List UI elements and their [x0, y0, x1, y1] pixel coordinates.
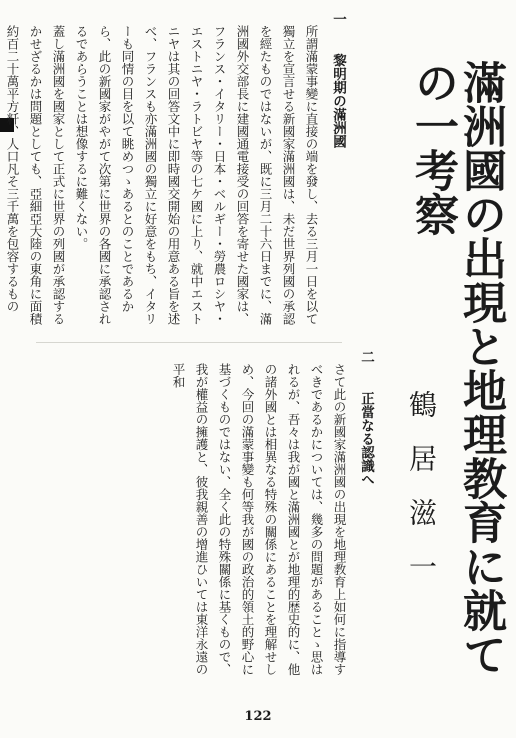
- section-1-number: 一: [330, 12, 346, 26]
- column-divider: [36, 342, 342, 343]
- section-1-paragraph-1: 所謂滿蒙事變に直接の端を發し、去る三月一日を以て獨立を宣言せる新國家滿洲國は、未だ世界列國の承認を經たものではないが、既に三月二十六日までに、滿洲國外交部長に建國通電接受の回答を寄せた國家は、フランス・イタリー・日本・ベルギー・勞農ロシヤ・エストニヤ・ラトビヤ等の七ケ國に上り、就中エストニヤは其の回答文中に即時國交開始の用意ある旨を述べ、フランスも亦滿洲國の獨立に好意をもち、イタリーも同情の目を以て眺めつゝあるとのことであるから、此の新國家がやがて次第に世界の各國に承認されるであらうことは想像するに難くない。: [74, 24, 319, 325]
- section-1-heading: [323, 12, 352, 334]
- page-number: 122: [244, 709, 272, 724]
- article-title: 滿洲國の出現と地理教育に就ての一考察: [407, 60, 506, 676]
- section-2-number: 二: [358, 350, 374, 364]
- section-2-paragraph-1: さて此の新國家滿洲國の出現を地理教育上如何に指導すべきであるかについては、幾多の問題があることゝ思はれるが、吾々は我が國と滿洲國とが地理的歴史的に、他の諸外國とは相異なる特殊の關係にあることを理解せしめ、今回の滿蒙事變も何等我が國の政治的領土的野心に基づくものではない、全く此の特殊關係に基くもので、我が權益の擁護と、彼我親善の增進ひいては東洋永遠の平和: [171, 362, 347, 675]
- article-author: 鶴居滋一: [405, 390, 438, 606]
- section-2-heading-text: 正當なる認識へ: [358, 391, 374, 486]
- section-1-paragraph-2: 蓋し滿洲國を國家として正式に世界の列國が承認するかせざるかは問題としても、亞細亞大陸の東角に面積約百二十萬平方粁、人口凡そ三千萬を包容するもの: [5, 24, 66, 325]
- body-text-top: [5, 12, 352, 334]
- body-text-bottom: [30, 350, 380, 680]
- section-2-heading: [351, 350, 380, 680]
- section-1-heading-text: 黎明期の滿洲國: [330, 53, 346, 148]
